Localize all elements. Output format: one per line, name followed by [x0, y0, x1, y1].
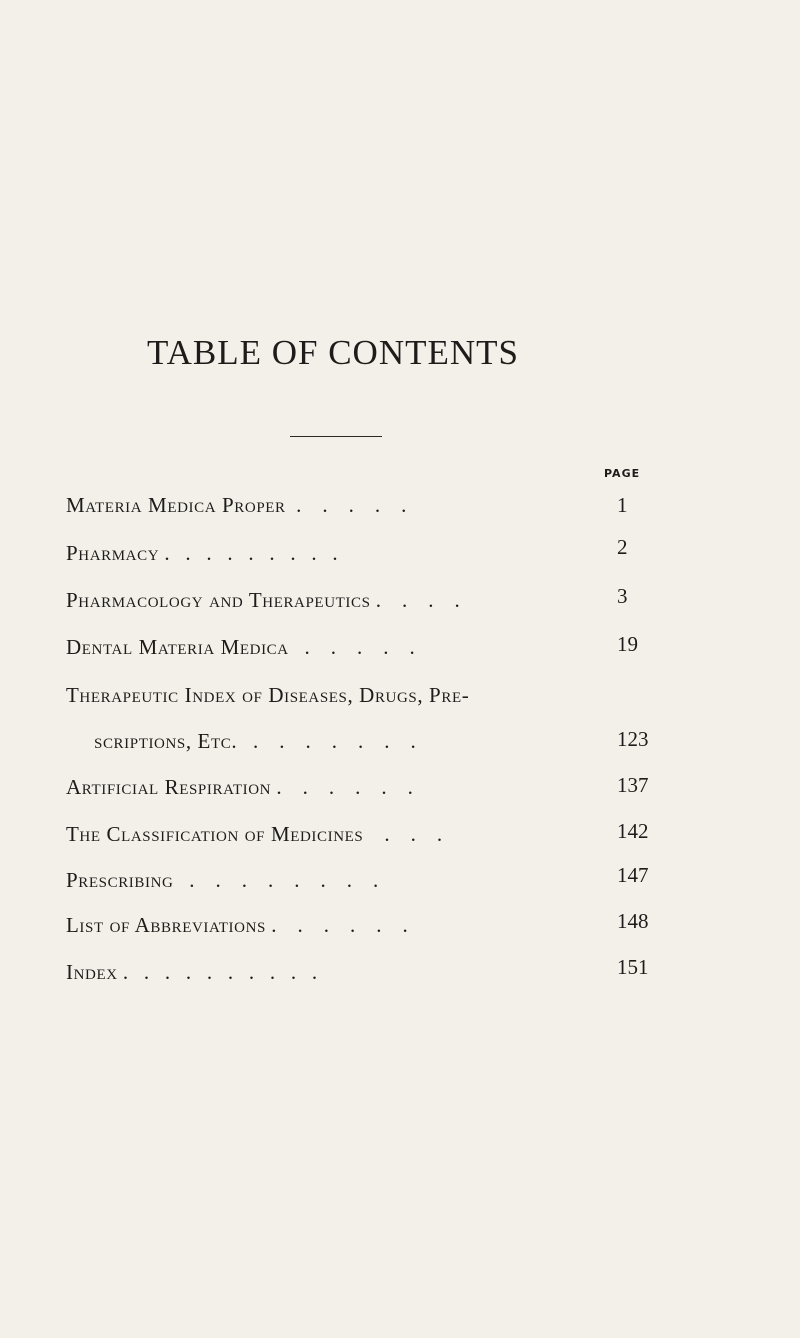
entry-page-number: 148	[617, 909, 649, 933]
entry-page-number: 3	[617, 584, 628, 608]
leader-dots: . . . . .	[285, 493, 407, 517]
toc-entry-therapeutic-index-continued	[94, 729, 416, 754]
toc-entry-pharmacology	[66, 588, 460, 613]
leader-dots: . . . .	[370, 588, 460, 612]
toc-entry-dental-materia-medica	[66, 635, 415, 660]
leader-dots: . . .	[363, 822, 443, 846]
title-divider	[290, 436, 382, 437]
entry-page-number: 19	[617, 632, 638, 656]
entry-page-number: 151	[617, 955, 649, 979]
entry-label: Therapeutic Index of Diseases, Drugs, Pre-	[66, 683, 470, 707]
leader-dots: . . . . . .	[265, 913, 408, 937]
entry-label: Index	[66, 960, 118, 984]
entry-label: Pharmacology and Therapeutics	[66, 588, 371, 612]
leader-dots: . . . . . . .	[237, 729, 416, 753]
leader-dots: . . . . . . . . . .	[117, 960, 318, 984]
entry-label: Prescribing	[66, 868, 174, 892]
toc-entry-prescribing	[66, 868, 378, 893]
toc-entry-artificial-respiration	[66, 775, 413, 800]
entry-label: Pharmacy	[66, 541, 160, 565]
entry-label: Artificial Respiration	[66, 775, 272, 799]
leader-dots: . . . . .	[288, 635, 415, 659]
entry-page-number: 147	[617, 863, 649, 887]
leader-dots: . . . . . . . .	[173, 868, 379, 892]
entry-page-number: 137	[617, 773, 649, 797]
entry-label: List of Abbreviations	[66, 913, 266, 937]
leader-dots: . . . . . .	[271, 775, 413, 799]
entry-label: scriptions, Etc.	[94, 729, 238, 753]
entry-label: Dental Materia Medica	[66, 635, 289, 659]
toc-entry-list-of-abbreviations	[66, 913, 408, 938]
toc-entry-materia-medica-proper	[66, 493, 406, 518]
toc-entry-classification-of-medicines	[66, 822, 442, 847]
entry-label: Materia Medica Proper	[66, 493, 286, 517]
entry-page-number: 142	[617, 819, 649, 843]
toc-entry-therapeutic-index	[66, 683, 469, 708]
page-title: TABLE OF CONTENTS	[147, 333, 519, 372]
entry-page-number: 1	[617, 493, 628, 517]
entry-page-number: 123	[617, 727, 649, 751]
entry-label: The Classification of Medicines	[66, 822, 364, 846]
entry-page-number: 2	[617, 535, 628, 559]
toc-entry-index	[66, 960, 317, 985]
leader-dots: . . . . . . . . .	[159, 541, 338, 565]
page-column-header: PAGE	[604, 467, 641, 480]
toc-entry-pharmacy	[66, 541, 338, 566]
